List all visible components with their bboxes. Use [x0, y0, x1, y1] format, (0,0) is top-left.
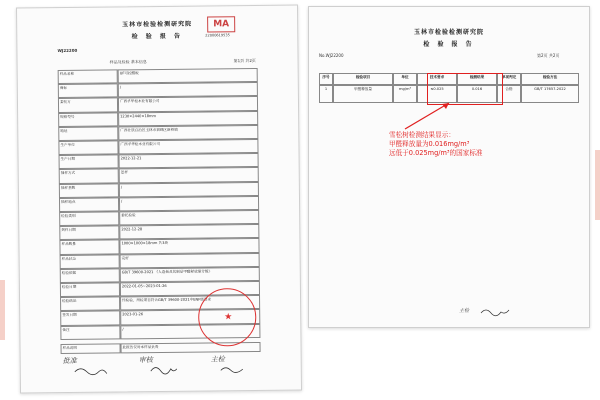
info-row-label: 签发日期 — [60, 311, 120, 326]
report-number-2: No.WJ22200 — [319, 53, 344, 58]
info-row-value: 广西孚华松木业有限公司 — [118, 139, 258, 155]
results-row-cell: mg/m³ — [393, 85, 417, 103]
report-number: WJ22200 — [57, 47, 78, 54]
page-number-2: 第2页 共2页 — [537, 53, 560, 58]
cma-logo: MA — [207, 16, 235, 32]
results-header-cell: 单项判定 — [497, 73, 521, 85]
results-row-cell: ≤0.025 — [417, 85, 457, 103]
report-page-2 — [308, 6, 590, 328]
results-header-cell: 检验方法 — [521, 73, 579, 85]
info-row-value: 1000×1000×18mm 共3块 — [119, 238, 259, 254]
annotation-text — [389, 131, 483, 158]
info-row-value: 经检验，所检项目符合GB/T 39600-2021中ENF级要求 — [120, 295, 260, 311]
info-row-value: 广西孚华松木业有限公司 — [118, 96, 258, 112]
info-row-label: 样品名称 — [58, 69, 118, 84]
info-row-value: 2022-12-21 — [119, 153, 259, 169]
results-row-cell: 甲醛释放量 — [333, 85, 393, 103]
right-edge-seal-fragment — [595, 150, 600, 220]
signer-label-approve: 批准 — [62, 356, 77, 366]
remark-value: 此报告仅对本样品负责 — [121, 342, 261, 353]
info-row-label: 检验类别 — [59, 211, 119, 226]
annotation-line-1: 雪松树检测结果显示： — [389, 131, 455, 139]
results-header-cell: 技术要求 — [417, 73, 457, 85]
info-row-value: 送样 — [119, 167, 259, 183]
info-row-label: 检验日期 — [60, 282, 120, 297]
info-row-label: 检验依据 — [60, 268, 120, 283]
info-row-label: 生产日期 — [59, 155, 119, 170]
signature-scribbles — [71, 362, 261, 378]
info-row-value: 委托检验 — [119, 210, 259, 226]
info-row-label: 规格型号 — [58, 112, 118, 127]
results-header-cell: 单位 — [393, 73, 417, 85]
page-number: 第1页 共2页 — [233, 57, 256, 64]
signer-label-inspect: 主检 — [210, 355, 225, 364]
results-row-cell: GB/T 17657-2022 — [521, 85, 579, 103]
results-header-cell: 序号 — [319, 73, 333, 85]
annotation-line-3: 远低于0.025mg/m³的国家标准 — [389, 148, 483, 157]
report-title: 检 验 报 告 — [131, 32, 183, 41]
info-row-label: 抽样方式 — [59, 169, 119, 184]
info-row-label: 抽样基数 — [59, 183, 119, 198]
info-row-value: 2023-01-26 — [120, 309, 260, 325]
info-row-value: / — [120, 324, 260, 340]
info-row-label: 生产单位 — [58, 140, 118, 155]
info-row-value: / — [119, 182, 259, 198]
results-row-cell: 合格 — [497, 85, 521, 103]
annotation-line-2: 甲醛释放量为0.016mg/m³ — [389, 139, 470, 148]
official-stamp — [198, 288, 257, 347]
info-row-label: 样品状态 — [60, 254, 120, 269]
section-title: 样品及检验 基本信息 — [109, 59, 147, 65]
institute-title: 玉林市检验检测研究院 — [122, 20, 193, 29]
info-row-value: / — [118, 82, 258, 98]
cma-code: 22000619535 — [205, 33, 230, 38]
info-row-value: UF可控醛板 — [118, 68, 258, 84]
info-row-value: / — [119, 196, 259, 212]
info-row-label: 备注 — [60, 325, 120, 340]
info-row-label: 抽样地点 — [59, 197, 119, 212]
info-row-value: 完好 — [120, 253, 260, 269]
report-title-2: 检 验 报 告 — [423, 41, 475, 48]
info-row-label: 委托方 — [58, 98, 118, 113]
info-row-value: 1230×2440×18mm — [118, 111, 258, 127]
results-header-cell: 检测结果 — [457, 73, 497, 85]
remark-label: 样品说明 — [61, 343, 121, 354]
info-row-label: 检验结论 — [60, 297, 120, 312]
results-header-cell: 检验项目 — [333, 73, 393, 85]
inspector-signature — [479, 305, 519, 317]
results-row-cell: 1 — [319, 85, 333, 103]
info-row-label: 地址 — [58, 126, 118, 141]
info-row-label: 到样日期 — [59, 226, 119, 241]
report-page-1 — [16, 5, 302, 394]
left-edge-seal-fragment — [0, 280, 5, 340]
institute-title-2: 玉林市检验检测研究院 — [413, 29, 484, 36]
inspector-label: 主检 — [459, 308, 470, 314]
info-row-value: 2022-01-05~2023-01-26 — [120, 281, 260, 297]
stamp-star-icon: ★ — [224, 312, 233, 323]
info-row-value: GB/T 39600-2021 《人造板及其制品甲醛释放量分级》 — [120, 267, 260, 283]
info-row-value: 广西壮族自治区玉林市福绵区新桥镇 — [118, 125, 258, 141]
results-row-cell: 0.016 — [457, 85, 497, 103]
info-row-label: 样品数量 — [59, 240, 119, 255]
annotation-arrow — [309, 7, 589, 327]
info-row-value: 2022-12-28 — [119, 224, 259, 240]
signer-label-review: 审核 — [138, 356, 153, 365]
info-row-label: 商标 — [58, 84, 118, 99]
